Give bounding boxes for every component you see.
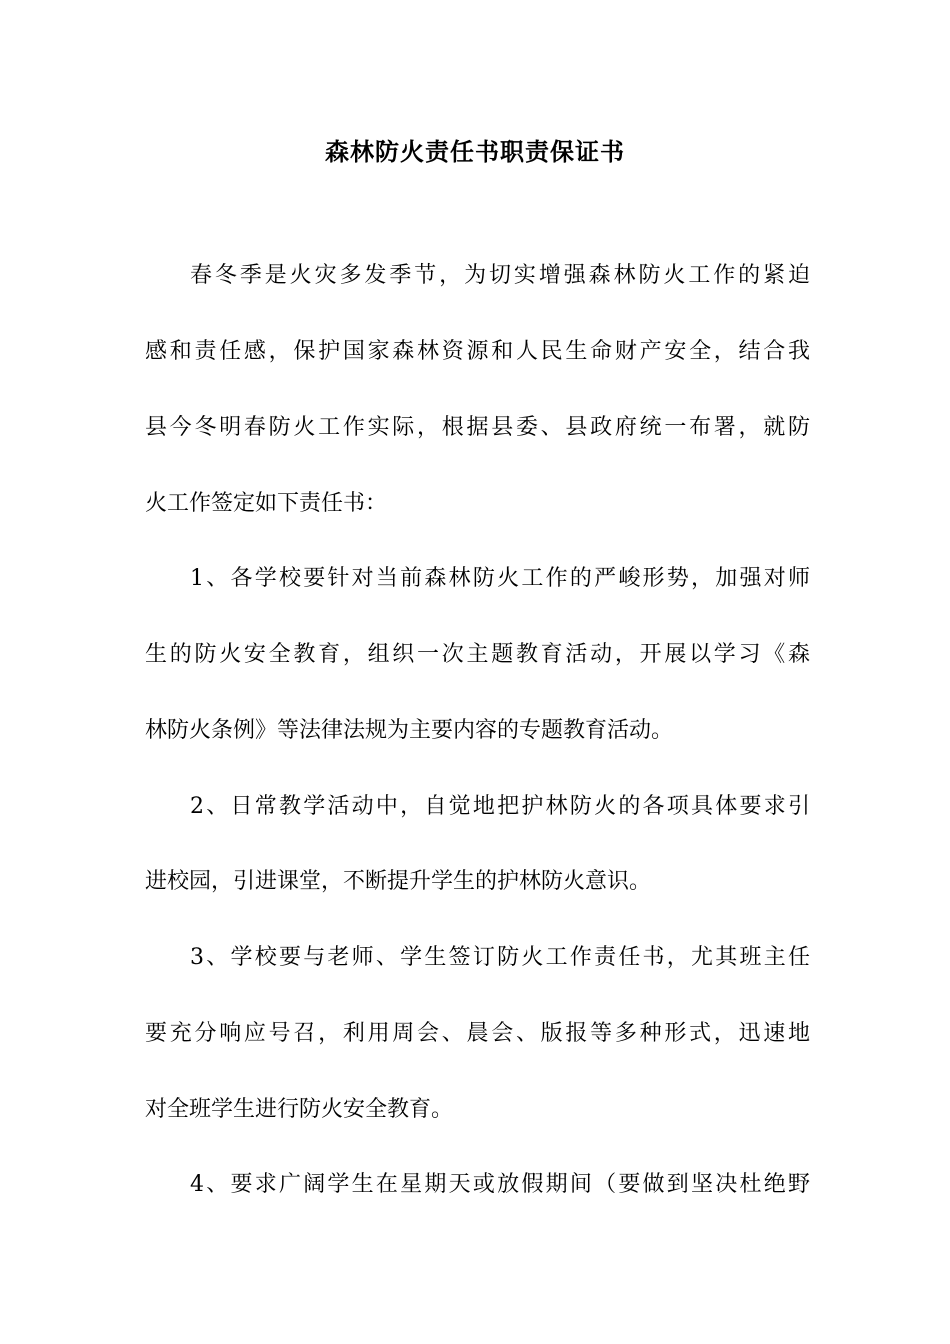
paragraph-line: 春冬季是火灾多发季节，为切实增强森林防火工作的紧迫	[190, 263, 810, 288]
paragraph-line: 感和责任感，保护国家森林资源和人民生命财产安全，结合我	[145, 339, 810, 364]
paragraph-line: 县今冬明春防火工作实际，根据县委、县政府统一布署，就防	[145, 415, 810, 440]
paragraph-line: 林防火条例》等法律法规为主要内容的专题教育活动。	[145, 718, 674, 743]
paragraph-line: 对全班学生进行防火安全教育。	[145, 1097, 454, 1122]
paragraph-line: 生的防火安全教育，组织一次主题教育活动，开展以学习《森	[145, 642, 810, 667]
paragraph-line: 进校园，引进课堂，不断提升学生的护林防火意识。	[145, 869, 652, 894]
paragraph-line: 1、各学校要针对当前森林防火工作的严峻形势，加强对师	[190, 566, 810, 591]
paragraph-line: 3、学校要与老师、学生签订防火工作责任书，尤其班主任	[190, 945, 810, 970]
paragraph-line: 要充分响应号召，利用周会、晨会、版报等多种形式，迅速地	[145, 1021, 810, 1046]
paragraph-line: 4、要求广阔学生在星期天或放假期间（要做到坚决杜绝野	[190, 1172, 810, 1197]
document-title: 森林防火责任书职责保证书	[325, 137, 625, 166]
paragraph-line: 2、日常教学活动中，自觉地把护林防火的各项具体要求引	[190, 794, 810, 819]
paragraph-line: 火工作签定如下责任书：	[145, 491, 388, 516]
